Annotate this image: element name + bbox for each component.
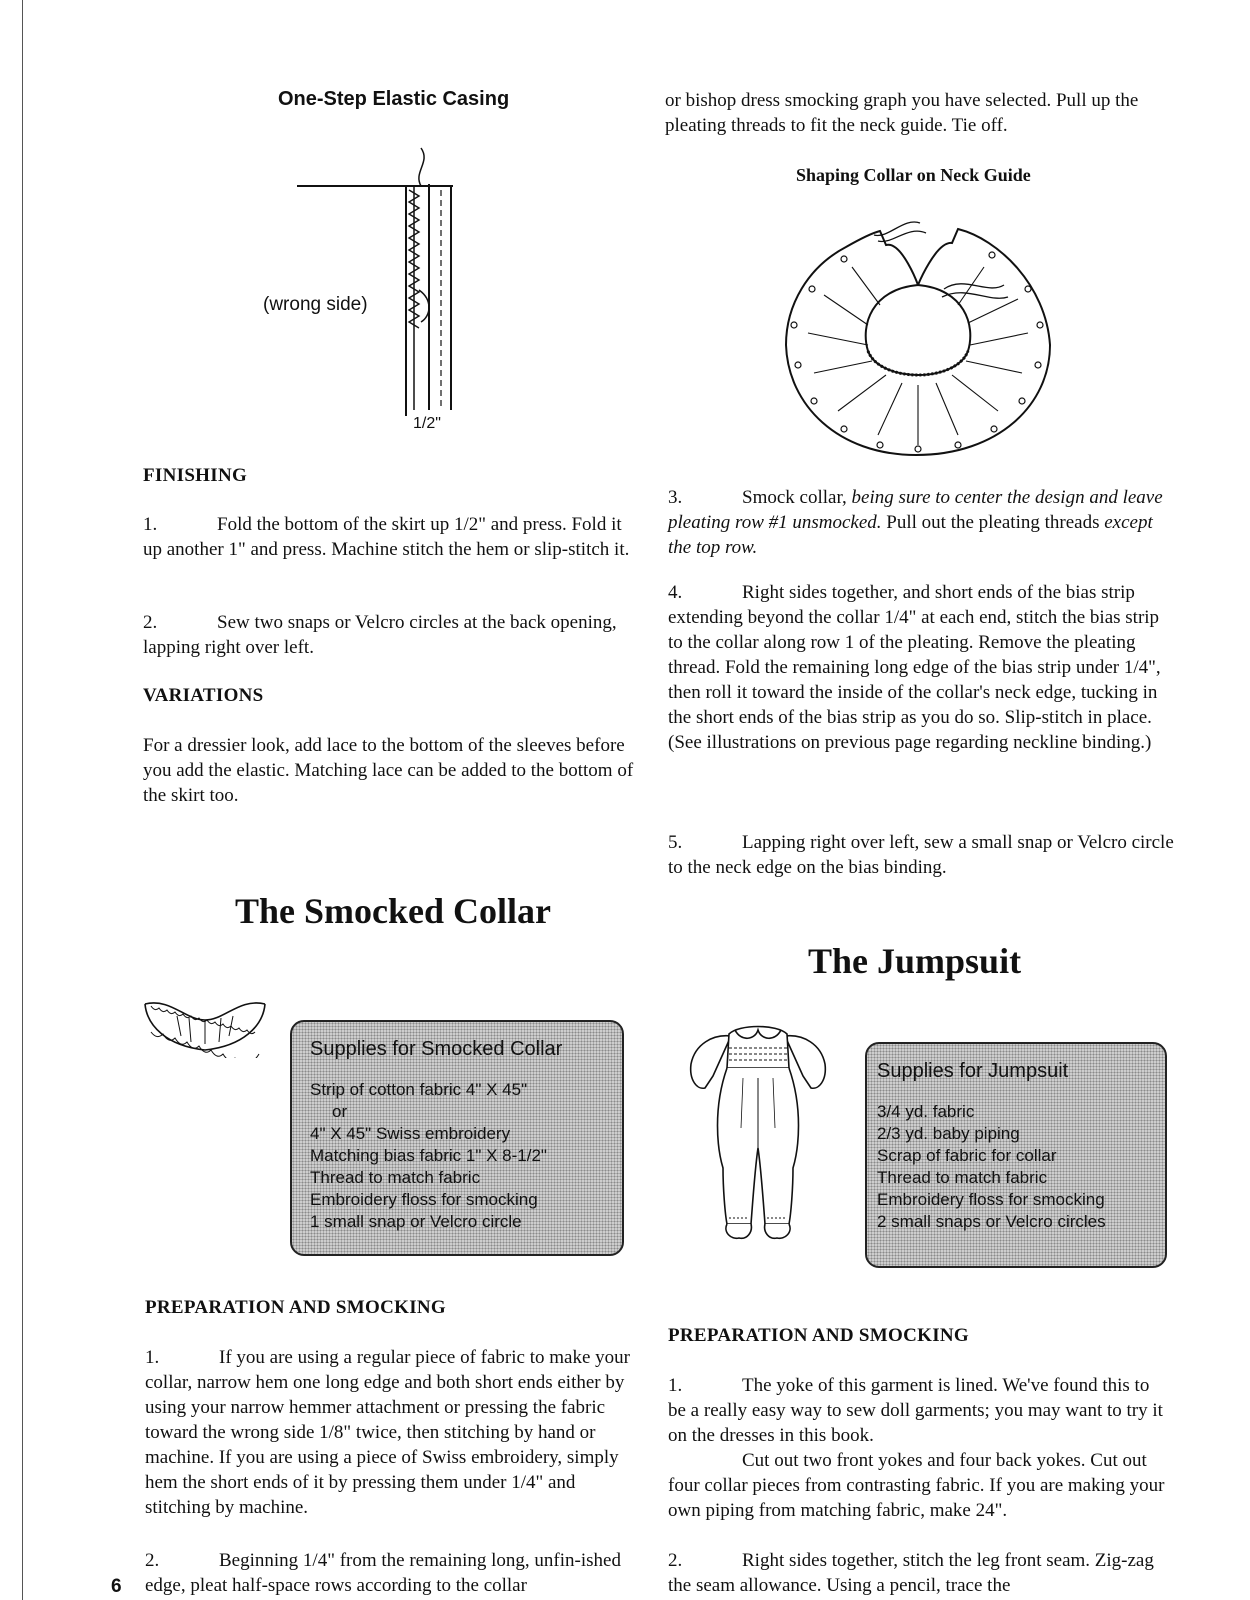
finishing-step-2-number: 2. (143, 612, 158, 633)
jumpsuit-supply-item: 2/3 yd. baby piping (877, 1124, 1020, 1143)
left-prep-step-2-text: Beginning 1/4" from the remaining long, unfin-ished edge, pleat half-space rows according to the collar (145, 1550, 621, 1596)
left-prep-step-2-number: 2. (145, 1550, 160, 1571)
left-prep-step-2 (145, 1548, 645, 1598)
left-prep-heading: PREPARATION AND SMOCKING (145, 1297, 447, 1318)
jumpsuit-supplies-title: Supplies for Jumpsuit (877, 1060, 1069, 1082)
right-prep-step-1 (668, 1373, 1168, 1523)
finishing-step-2 (143, 610, 643, 660)
step-4 (668, 580, 1178, 755)
right-prep-step-2 (668, 1548, 1168, 1598)
collar-supply-item: 1 small snap or Velcro circle (310, 1212, 522, 1231)
step-3-text-d: except the top row. (668, 512, 1153, 558)
finishing-step-1 (143, 512, 643, 562)
smocked-collar-title: The Smocked Collar (235, 891, 552, 931)
page-number: 6 (111, 1576, 122, 1597)
step-3-text-b: being sure to center the design and leave pleating row #1 unsmocked. (668, 487, 1163, 533)
variations-text: For a dressier look, add lace to the bottom of the sleeves before you add the elastic. Matching lace can be added to the bottom of the skirt too. (143, 735, 634, 806)
right-prep-step-1-cont: Cut out two front yokes and four back yokes. Cut out four collar pieces from contrasting fabric. If you are making your own piping from matching fabric, make 24". (668, 1450, 1165, 1521)
smocked-collar-thumbnail-icon (141, 996, 269, 1058)
jumpsuit-supply-item: Embroidery floss for smocking (877, 1190, 1105, 1209)
right-prep-step-2-number: 2. (668, 1550, 683, 1571)
left-prep-step-1 (145, 1345, 645, 1520)
collar-supplies-title: Supplies for Smocked Collar (310, 1038, 563, 1060)
jumpsuit-supply-item: Scrap of fabric for collar (877, 1146, 1057, 1165)
jumpsuit-illustration-icon (683, 1018, 833, 1246)
jumpsuit-supply-item: Thread to match fabric (877, 1168, 1048, 1187)
right-prep-heading: PREPARATION AND SMOCKING (668, 1325, 970, 1346)
collar-supply-item: Matching bias fabric 1" X 8-1/2" (310, 1146, 547, 1165)
shaping-collar-title: Shaping Collar on Neck Guide (796, 165, 1031, 185)
left-prep-step-1-number: 1. (145, 1347, 160, 1368)
right-prep-step-2-text: Right sides together, stitch the leg front seam. Zig-zag the seam allowance. Using a pencil, trace the (668, 1550, 1154, 1596)
variations-heading: VARIATIONS (143, 685, 264, 706)
collar-supply-item: Embroidery floss for smocking (310, 1190, 538, 1209)
finishing-step-1-number: 1. (143, 514, 158, 535)
step-4-number: 4. (668, 582, 683, 603)
page-sheet (22, 0, 1250, 1600)
right-top-text: or bishop dress smocking graph you have selected. Pull up the pleating threads to fit the neck guide. Tie off. (665, 90, 1139, 136)
step-5-number: 5. (668, 832, 683, 853)
step-3-text-c: Pull out the pleating threads (881, 512, 1105, 533)
step-5 (668, 830, 1178, 880)
step-3-number: 3. (668, 487, 683, 508)
finishing-step-2-text: Sew two snaps or Velcro circles at the back opening, lapping right over left. (143, 612, 617, 658)
elastic-casing-diagram (283, 140, 483, 440)
finishing-step-1-text: Fold the bottom of the skirt up 1/2" and press. Fold it up another 1" and press. Machine stitch the hem or slip-stitch it. (143, 514, 630, 560)
jumpsuit-supply-item: 2 small snaps or Velcro circles (877, 1212, 1106, 1231)
collar-supply-item: Strip of cotton fabric 4" X 45" (310, 1080, 528, 1099)
step-4-note: (See illustrations on previous page regarding neckline binding.) (668, 732, 1152, 753)
jumpsuit-supplies-box (865, 1042, 1167, 1268)
jumpsuit-title: The Jumpsuit (808, 941, 1022, 981)
collar-supply-item: 4" X 45" Swiss embroidery (310, 1124, 511, 1143)
collar-supply-item: or (332, 1102, 348, 1121)
half-inch-label: 1/2" (413, 415, 441, 432)
step-3 (668, 485, 1178, 560)
right-prep-step-1-number: 1. (668, 1375, 683, 1396)
neck-guide-diagram (768, 205, 1068, 465)
step-3-text-a: Smock collar, (742, 487, 852, 508)
wrong-side-label: (wrong side) (263, 294, 368, 315)
finishing-heading: FINISHING (143, 465, 248, 486)
jumpsuit-supply-item: 3/4 yd. fabric (877, 1102, 975, 1121)
right-prep-step-1-text: The yoke of this garment is lined. We've found this to be a really easy way to sew doll garments; you may want to try it on the dresses in this book. (668, 1375, 1163, 1446)
left-prep-step-1-text: If you are using a regular piece of fabric to make your collar, narrow hem one long edge and both short ends either by using your narrow hemmer attachment or pressing the fabric toward the wrong side 1/8" twice, then stitching by hand or machine. If you are using a piece of Swiss embroidery, simply hem the short ends of it by pressing them under 1/4" and stitching by machine. (145, 1347, 630, 1518)
collar-supply-item: Thread to match fabric (310, 1168, 481, 1187)
casing-title: One-Step Elastic Casing (278, 88, 510, 110)
step-4-text: Right sides together, and short ends of the bias strip extending beyond the collar 1/4" at each end, stitch the bias strip to the collar along row 1 of the pleating. Remove the pleating thread. Fold the remaining long edge of the bias strip under 1/4", then roll it toward the inside of the collar's neck edge, tucking in the short ends of the bias strip as you do so. Slip-stitch in place. (668, 582, 1161, 728)
step-5-text: Lapping right over left, sew a small snap or Velcro circle to the neck edge on the bias binding. (668, 832, 1174, 878)
collar-supplies-box (290, 1020, 624, 1256)
